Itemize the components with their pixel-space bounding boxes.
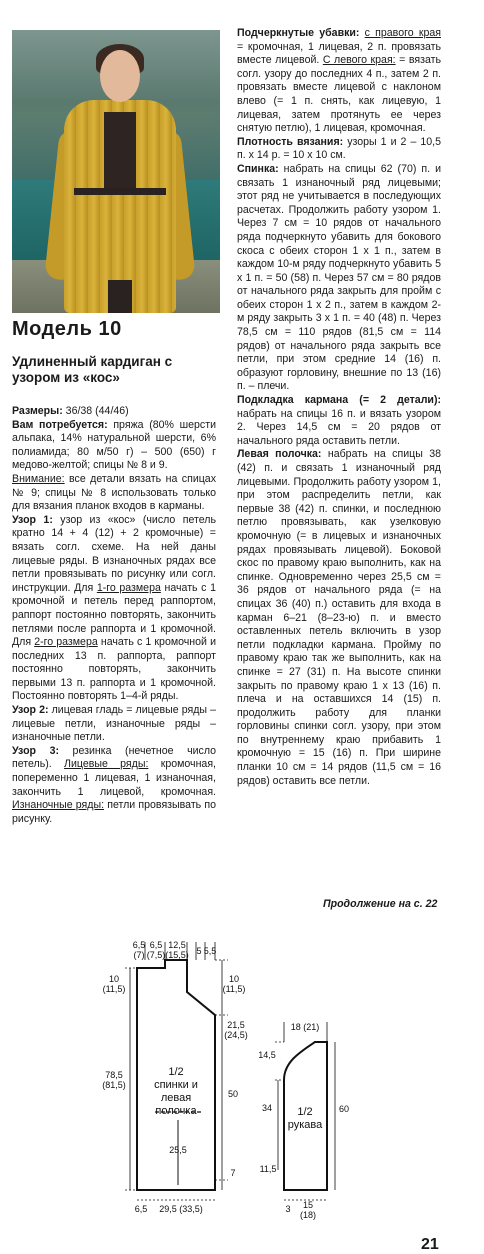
dim-left-115: (11,5) <box>102 984 126 994</box>
photo-belt <box>74 188 166 195</box>
dim-sleeve-top: 18 (21) <box>290 1022 320 1032</box>
density-paragraph <box>237 136 441 163</box>
pattern1-text-a: узор из «кос» (число петель кратно 14 + 4 (12) + 2 кромочные) = вязать согл. схеме. На ней даны лицевые ряды. В изнаночных рядах все петли провязывать по рисунку или согл. инструкции. Для <box>12 513 216 594</box>
pattern3-label: Узор 3: <box>12 744 59 757</box>
page-number: 21 <box>421 1236 439 1253</box>
decrease-text-a: = кромочная, 1 лицевая, 2 п. провязать вместе лицевой. <box>237 40 441 67</box>
dim-top-155: (15,5) <box>165 950 189 960</box>
dim-left-785: 78,5 <box>105 1070 123 1080</box>
dim-top-65: 6,5 <box>132 940 146 950</box>
dim-right-245: (24,5) <box>224 1030 248 1040</box>
dim-right-50: 50 <box>227 1089 239 1099</box>
pattern-scheme <box>0 930 484 1220</box>
dim-bottom-65: 6,5 <box>134 1204 148 1214</box>
dim-bottom-295: 29,5 (33,5) <box>159 1204 203 1214</box>
pattern3-face: Лицевые ряды: <box>64 758 149 771</box>
decrease-text-b: = вязать согл. узору до последних 4 п., затем 2 п. провязать вместе лицевой с наклоном влево (= 1 п. снять, как лицевую, 1 лицевая, затем протянуть ее через снятую петлю), 1 лицевая, кромочная. <box>237 54 441 135</box>
dim-sleeve-18: (18) <box>299 1210 317 1220</box>
photo-dress <box>104 112 136 188</box>
dim-sleeve-3: 3 <box>285 1204 291 1214</box>
dim-sleeve-34: 34 <box>261 1103 273 1113</box>
pattern1-text-b: начать с 1 кромочной и петель перед раппортом, раппорт постоянно повторять, закончить петлями после раппорта и 1 кромочной. Для <box>12 581 216 649</box>
sizes-paragraph <box>12 405 216 419</box>
dim-top-55: 5,5 <box>203 946 217 956</box>
dim-top-5: 5 <box>196 946 202 956</box>
dim-top-65b: 6,5 <box>149 940 163 950</box>
photo-head <box>100 50 140 102</box>
density-label: Плотность вязания: <box>237 135 344 148</box>
body-label-4: полочка <box>155 1105 197 1117</box>
pattern1-size1: 1-го размера <box>96 581 161 594</box>
decrease-label: Подчеркнутые убавки: <box>237 27 360 39</box>
pattern3-purl: Изнаночные ряды: <box>12 799 105 812</box>
dim-right-115: (11,5) <box>222 984 246 994</box>
dim-right-10: 10 <box>228 974 240 984</box>
pocket-paragraph <box>237 394 441 448</box>
decrease-left: С левого края: <box>322 54 396 67</box>
front-paragraph <box>237 448 441 788</box>
pattern2-paragraph <box>12 704 216 745</box>
pattern1-text-c: начать с 1 кромочной и последних 13 п. раппорта, раппорт постоянно повторять, закончить первыми 13 п. раппорта и 1 кромочной. Постоянно повторять 1–4-й ряды. <box>12 636 216 703</box>
left-column <box>12 405 216 826</box>
back-text: набрать на спицы 62 (70) п. и связать 1 изнаночный ряд лицевыми; этот ряд не учитывается в последующих расчетах. Продолжить работу узором 1. Через 7 см = 10 рядов от начального ряда подчеркнуто убавить для бокового скоса с обеих сторон 1 х 1 п., затем в каждом 10-м ряду подчеркнуто убавить 5 х 1 п. = 50 (58) п. Через 57 см = 80 рядов от начального ряда закрыть для пройм с обеих сторон 1 х 2 п., затем в каждом 2-м ряду закрыть 3 х 1 п. = 40 (48) п. Через 78,5 см = 110 рядов (81,5 см = 114 рядов) от начального ряда закрыть все петли, при этом средние 14 (16) п. образуют горловину, внешние по 13 (16) п. – плечи. <box>237 162 441 393</box>
pattern1-label: Узор 1: <box>12 513 53 526</box>
pocket-text: набрать на спицы 16 п. и вязать узором 2. Через 14,5 см = 20 рядов от начального ряда оставить петли. <box>237 407 441 447</box>
dim-left-10: 10 <box>108 974 120 984</box>
need-label: Вам потребуется: <box>12 418 108 431</box>
dim-top-75: (7,5) <box>146 950 166 960</box>
need-text: пряжа (80% шерсти альпака, 14% натуральной шерсти, 6% полиамида; 80 м/50 г) – 500 (650) г медово-желтой; спицы № 8 и 9. <box>12 418 216 472</box>
attention-label: Внимание: <box>12 472 65 485</box>
attention-text: все детали вязать на спицах № 9; спицы № 8 использовать только для вязания планок входов в карманы. <box>12 472 216 513</box>
pocket-label: Подкладка кармана (= 2 детали): <box>237 394 441 407</box>
dim-sleeve-60: 60 <box>338 1104 350 1114</box>
pattern2-text: лицевая гладь = лицевые ряды – лицевые петли, изнаночные ряды – изнаночные петли. <box>12 704 216 744</box>
scheme-drawing <box>0 930 484 1220</box>
dim-left-815: (81,5) <box>102 1080 126 1090</box>
back-label: Спинка: <box>237 162 279 175</box>
pattern2-label: Узор 2: <box>12 704 49 717</box>
sizes-text: 36/38 (44/46) <box>62 405 129 417</box>
dim-top-7: (7) <box>133 950 145 960</box>
front-text: набрать на спицы 38 (42) п. и связать 1 изнаночный ряд лицевыми. Продолжить работу узором 1, при этом распределить петли, как первые 38 (42) п. спинки, и последнюю петлю провязывать, как узелковую кромочную (= в лицевых и изнаночных рядах провязывать лицевой). Боковой скос по правому краю выполнить, как на спинке. Одновременно через 25,5 см = 36 рядов от начального ряда (= на спицах 36 (40) п.) оставить для входа в карман 6–21 (8–23-ю) п. и вместо оставленных петель включить в узор петли подкладки кармана. Пройму по правому краю так же выполнить, как на спинке = 27 (31) п. На высоте спинки закрыть по правому краю 1 х 13 (16) п. плеча и на оставшихся 14 (15) п. продолжить работу для планки горловины спинки согл. узору, при этом по внутреннему краю прибавить 1 кромочную = 15 (16) п. При ширине планки 10 см = 14 рядов (11,5 см = 16 рядов) оставить все петли. <box>237 448 441 787</box>
dim-top-125: 12,5 <box>168 940 186 950</box>
body-label-1: 1/2 <box>168 1066 184 1078</box>
sleeve-label-1: 1/2 <box>297 1106 313 1118</box>
density-text: узоры 1 и 2 – 10,5 п. х 14 р. = 10 х 10 см. <box>237 135 441 162</box>
body-label-2: спинки и <box>154 1079 198 1091</box>
dim-sleeve-15: 15 <box>302 1200 314 1210</box>
body-label-3: левая <box>160 1092 192 1104</box>
pattern3-text-a: резинка (нечетное число петель). <box>12 744 217 771</box>
dim-right-7: 7 <box>230 1168 236 1178</box>
dim-right-215: 21,5 <box>227 1020 245 1030</box>
sleeve-label-2: рукава <box>287 1119 323 1131</box>
attention-paragraph <box>12 473 216 514</box>
dim-mid-255: 25,5 <box>169 1145 187 1155</box>
model-title: Модель 10 <box>12 318 122 340</box>
decrease-right: с правого края <box>364 27 441 39</box>
sizes-label: Размеры: <box>12 405 63 417</box>
pattern1-paragraph <box>12 514 216 704</box>
dim-sleeve-115: 11,5 <box>259 1164 277 1174</box>
decrease-paragraph <box>237 27 441 136</box>
photo-legs <box>108 280 132 313</box>
pattern3-text-b: кромочная, попеременно 1 лицевая, 1 изнаночная, закончить 1 лицевой, кромочная. <box>12 758 216 798</box>
need-paragraph <box>12 419 216 473</box>
model-photo <box>12 30 220 313</box>
continuation-note: Продолжение на с. 22 <box>323 898 438 910</box>
back-paragraph <box>237 163 441 394</box>
right-column <box>237 27 441 788</box>
pattern3-paragraph <box>12 745 216 827</box>
model-subtitle: Удлиненный кардиган с узором из «кос» <box>12 354 173 385</box>
pattern3-text-c: петли провязывать по рисунку. <box>12 799 217 825</box>
scheme-labels <box>102 940 349 1220</box>
pattern1-size2: 2-го размера <box>34 636 98 649</box>
dim-sleeve-145: 14,5 <box>258 1050 276 1060</box>
front-label: Левая полочка: <box>237 448 322 461</box>
